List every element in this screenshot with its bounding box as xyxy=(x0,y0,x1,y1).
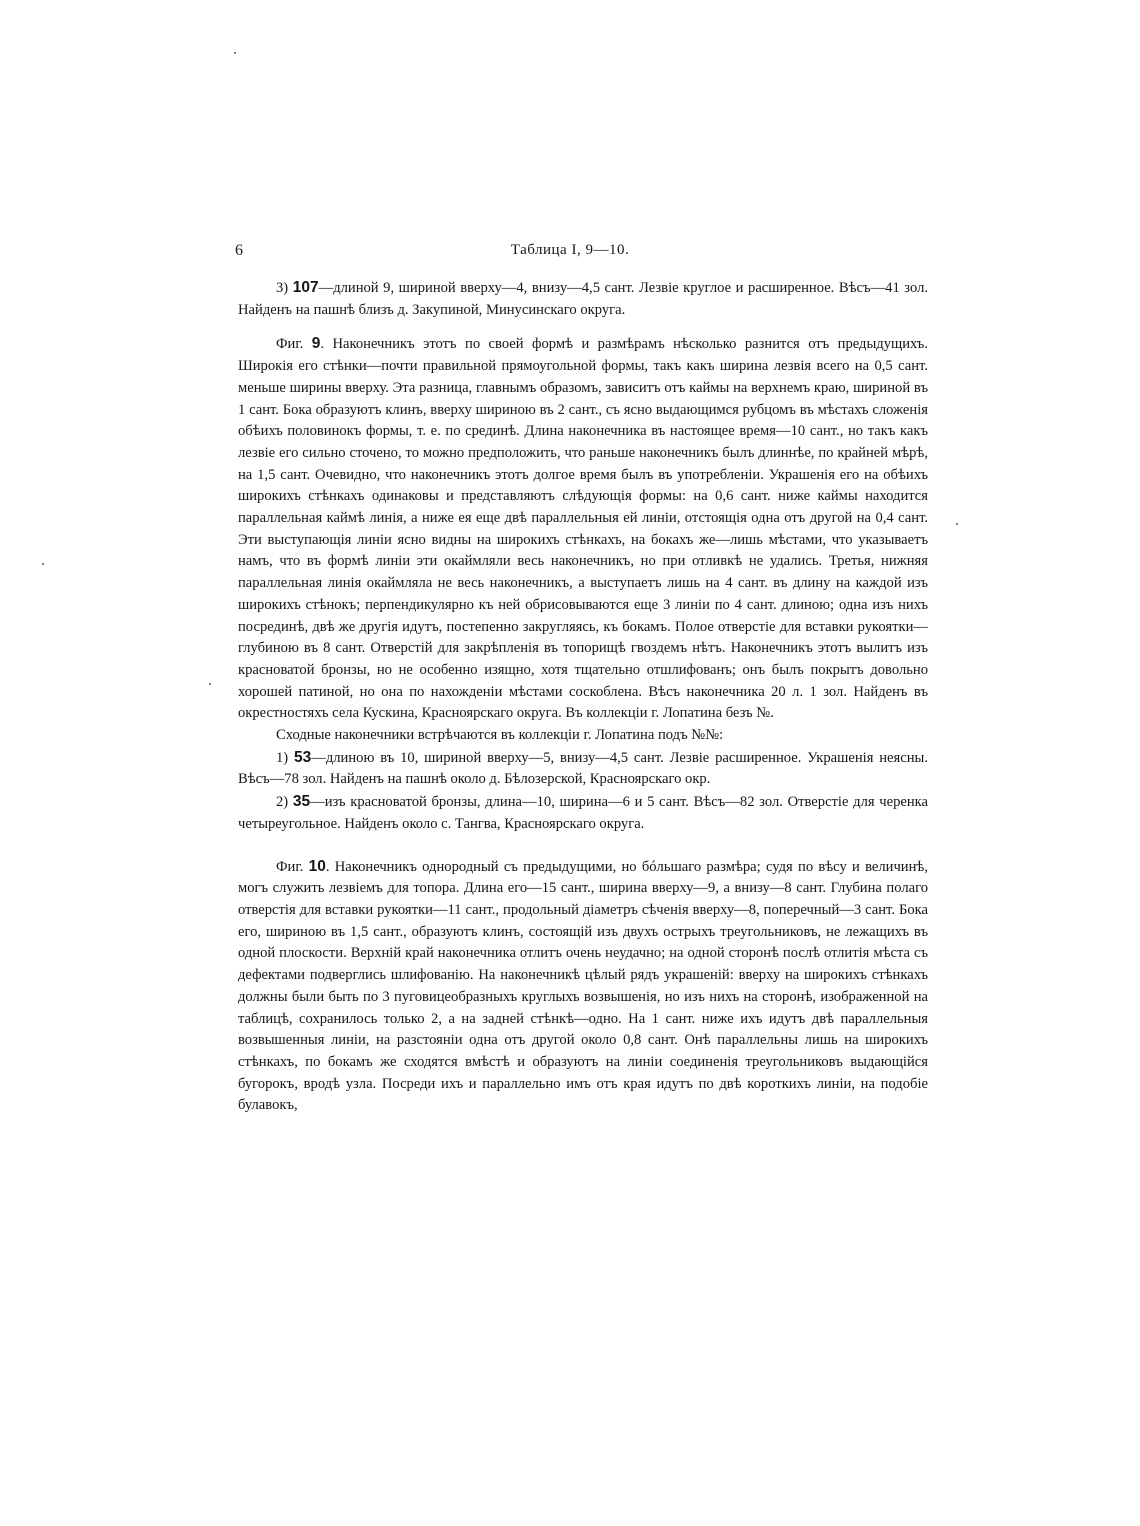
paragraph-item-3: 3) 107—длиной 9, шириной вверху—4, внизу—4,5 сант. Лезвіе круглое и расширенное. Вѣсъ—41 зол. Найденъ на пашнѣ близъ д. Закупиной, Минусинскаго округа. xyxy=(238,279,929,318)
paragraph-similar-items: Сходные наконечники встрѣчаются въ коллекціи г. Лопатина подъ №№: xyxy=(276,727,724,744)
scan-speck xyxy=(209,683,211,685)
catalog-number: 107 xyxy=(292,279,319,296)
page-number: 6 xyxy=(235,242,243,259)
catalog-number: 53 xyxy=(294,748,312,766)
scan-speck xyxy=(42,563,44,565)
running-title: Таблица I, 9—10. xyxy=(510,242,630,258)
catalog-number: 35 xyxy=(292,793,311,811)
paragraph-fig-10: Фиг. 10. Наконечникъ однородный съ предыдущими, но бóльшаго размѣра; судя по вѣсу и величинѣ, могъ служить лезвіемъ для топора. Длина его—15 сант., ширина вверху—9, а внизу—8 сант. Глубина полаго отверстія для вставки рукоятки—11 сант., продольный діаметръ сѣченія вверху—8, поперечный—3 сант. Бока его, шириною въ 1,5 сант., образуютъ клинъ, состоящій изъ двухъ острыхъ треугольниковъ, не лежащихъ въ одной плоскости. Верхній край наконечника отлитъ очень неудачно; на одной сторонѣ послѣ отлитія мѣста съ дефектами подверглись шлифованію. На наконечникѣ цѣлый рядъ украшеній: вверху на широкихъ стѣнкахъ должны были быть по 3 пуговицеобразныхъ круглыхъ возвышенія, но изъ нихъ на сторонѣ, изображенной на таблицѣ, сохранилось только 2, а на задней стѣнкѣ—одно. На 1 сант. ниже ихъ идутъ двѣ параллельныя возвышенныя линіи, на разстояніи одна отъ другой около 0,8 сант. Онѣ параллельны лишь на широкихъ стѣнкахъ, по бокамъ же сходятся вмѣстѣ и образуютъ на линіи соединенія треугольниковъ выдающійся бугорокъ, вродѣ узла. Посреди ихъ и параллельно имъ отъ края идутъ по двѣ короткихъ линіи, на подобіе булавокъ, xyxy=(238,857,928,1114)
body-text xyxy=(238,277,928,1117)
paragraph-fig-9: Фиг. 9. Наконечникъ этотъ по своей формѣ и размѣрамъ нѣсколько разнится отъ предыдущихъ. Широкія его стѣнки—почти правильной прямоугольной формы, такъ какъ ширина лезвія всего на 0,5 сант. меньше ширины вверху. Эта разница, главнымъ образомъ, зависитъ отъ каймы на верхнемъ краю, шириной въ 1 сант. Бока образуютъ клинъ, вверху шириною въ 2 сант., съ ясно выдающимся рубцомъ въ мѣстахъ сложенія обѣихъ половинокъ формы, т. е. по срединѣ. Длина наконечника въ настоящее время—10 сант., но такъ какъ лезвіе его сильно сточено, то можно предположить, что раньше наконечникъ былъ длиннѣе, по крайней мѣрѣ, на 1,5 сант. Очевидно, что наконечникъ этотъ долгое время былъ въ употребленіи. Украшенія его на обѣихъ широкихъ стѣнкахъ одинаковы и представляютъ слѣдующія формы: на 0,6 сант. ниже каймы находится параллельная каймѣ линія, а ниже ея еще двѣ параллельныя ей линіи, отстоящія одна отъ другой на 0,4 сант. Эти выступающія линіи ясно видны на широкихъ стѣнкахъ, на бокахъ же—лишь мѣстами, что указываетъ намъ, что въ формѣ линіи эти окаймляли весь наконечникъ, но при отливкѣ не удались. Третья, нижняя параллельная линія окаймляла не весь наконечникъ, а выступаетъ лишь на 4 сант. въ длину на каждой изъ широкихъ стѣнокъ; перпендикулярно къ ней обрисовываются еще 3 линіи по 4 сант. длиною; одна изъ нихъ посрединѣ, двѣ же другія идутъ, постепенно закругляясь, къ бокамъ. Полое отверстіе для вставки рукоятки—глубиною въ 8 сант. Отверстій для закрѣпленія въ топорищѣ гвоздемъ нѣтъ. Наконечникъ этотъ вылитъ изъ красноватой бронзы, но не особенно изящно, хотя тщательно отшлифованъ; онъ былъ покрытъ довольно хорошей патиной, но она по нахожденіи мѣстами соскоблена. Вѣсъ наконечника 20 л. 1 зол. Найденъ въ окрестностяхъ села Кускина, Красноярскаго округа. Въ коллекціи г. Лопатина безъ №. xyxy=(238,335,928,722)
scan-speck xyxy=(234,52,236,54)
paragraph-item-1: 1) 53—длиною въ 10, шириной вверху—5, внизу—4,5 сант. Лезвіе расширенное. Украшенія неясны. Вѣсъ—78 зол. Найденъ на пашнѣ около д. Бѣлозерской, Красноярскаго окр. xyxy=(238,748,928,788)
figure-number: 10 xyxy=(308,857,326,875)
figure-number: 9 xyxy=(311,335,321,353)
paragraph-item-2: 2) 35—изъ красноватой бронзы, длина—10, ширина—6 и 5 сант. Вѣсъ—82 зол. Отверстіе для черенка четыреугольное. Найденъ около с. Тангва, Красноярскаго округа. xyxy=(238,793,929,832)
scan-speck xyxy=(956,523,958,525)
